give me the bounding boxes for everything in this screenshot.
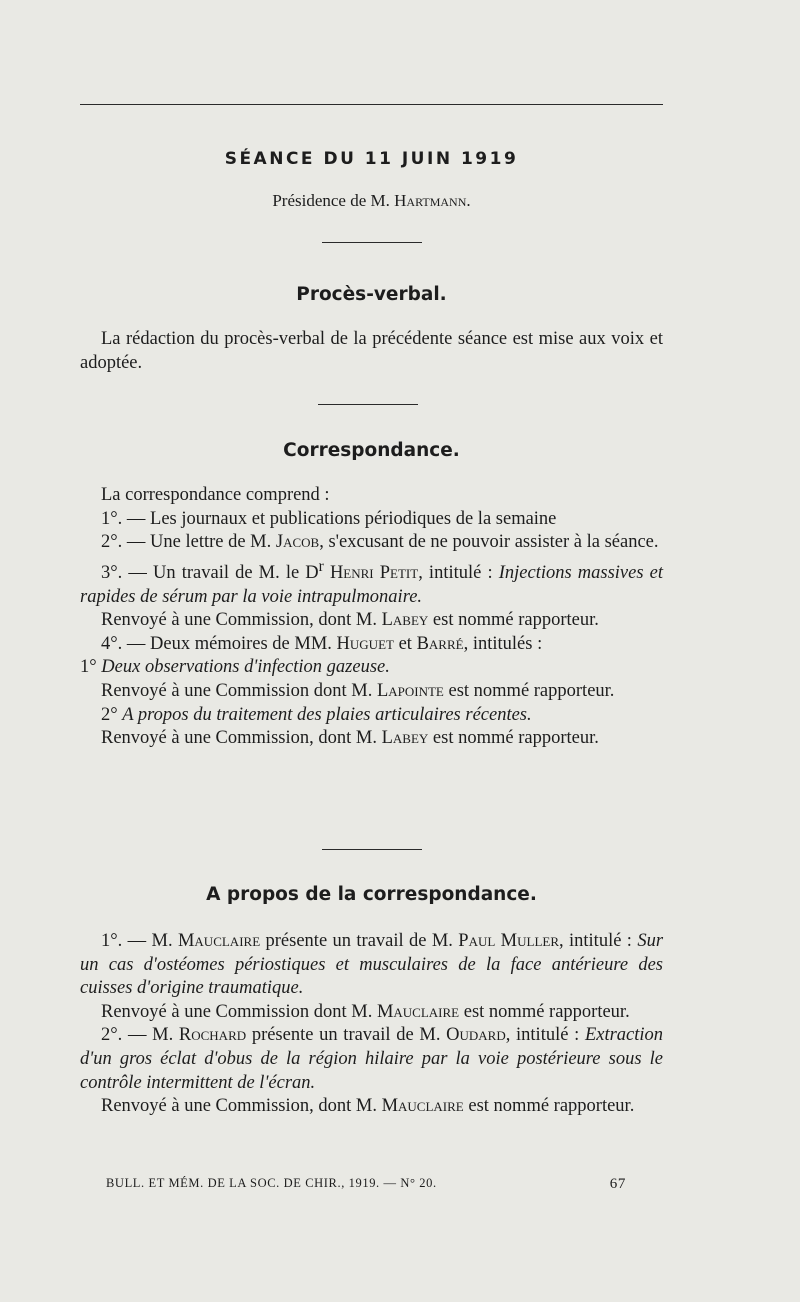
item-text: est nommé rapporteur. bbox=[448, 680, 615, 701]
person-name: Henri Petit bbox=[329, 562, 419, 583]
item-text: 4°. — Deux mémoires de MM. bbox=[101, 633, 332, 654]
item-text: est nommé rapporteur. bbox=[468, 1096, 635, 1117]
proces-verbal-text: La rédaction du procès-verbal de la précédente séance est mise aux voix et adoptée. bbox=[80, 329, 663, 373]
work-title: Injections massives et rapides de sérum par la voie intrapulmonaire. bbox=[80, 562, 664, 607]
correspondance-item-4-sub-1 bbox=[80, 656, 663, 680]
a-propos-item-2 bbox=[80, 1024, 663, 1095]
item-text: présente un travail de M. bbox=[251, 1025, 441, 1046]
person-name: Huguet bbox=[336, 633, 394, 654]
item-text: , intitulé : bbox=[418, 562, 493, 583]
person-name: Paul Muller bbox=[458, 931, 560, 951]
correspondance-item-4 bbox=[80, 633, 663, 657]
person-name: Labey bbox=[381, 610, 429, 631]
item-text: 3°. — Un travail de M. le D bbox=[101, 562, 319, 583]
item-number: 1° bbox=[80, 657, 97, 678]
correspondance-item-4-sub-2 bbox=[80, 704, 663, 728]
item-text: 2°. — M. bbox=[101, 1025, 174, 1046]
item-text: Renvoyé à une Commission dont M. bbox=[101, 1001, 373, 1022]
a-propos-title: A propos de la correspondance. bbox=[206, 884, 537, 905]
work-title: Extraction d'un gros éclat d'obus de la région hilaire par la voie postérieure sous le contrôle intermittent de l'écran. bbox=[80, 1025, 664, 1093]
page-footer bbox=[106, 1176, 626, 1191]
a-propos-item-2-renvoi bbox=[80, 1095, 663, 1119]
a-propos-block bbox=[80, 930, 663, 1119]
item-text: est nommé rapporteur. bbox=[432, 610, 599, 631]
a-propos-item-1-renvoi bbox=[80, 1001, 663, 1025]
a-propos-item-1 bbox=[80, 930, 663, 1001]
superscript: r bbox=[318, 557, 324, 575]
seance-heading: SÉANCE DU 11 JUIN 1919 bbox=[224, 149, 519, 169]
person-name: Mauclaire bbox=[177, 931, 261, 951]
work-title: Sur un cas d'ostéomes périostiques et musculaires de la face antérieure des cuisses d'origine traumatique. bbox=[80, 931, 664, 999]
correspondance-item-3-renvoi bbox=[80, 609, 663, 633]
item-text: 1°. — M. bbox=[101, 931, 173, 951]
president-name: Hartmann bbox=[394, 191, 467, 210]
correspondance-intro: La correspondance comprend : bbox=[101, 485, 330, 505]
item-text: Renvoyé à une Commission, dont M. bbox=[101, 728, 377, 749]
correspondance-item-4-sub-2-renvoi bbox=[80, 727, 663, 751]
item-text: Renvoyé à une Commission, dont M. bbox=[101, 610, 377, 631]
presidence-prefix: Présidence de M. bbox=[272, 191, 390, 210]
item-text: et bbox=[398, 633, 412, 654]
person-name: Mauclaire bbox=[381, 1096, 464, 1117]
section-divider bbox=[322, 242, 422, 243]
item-number: 2° bbox=[101, 704, 118, 725]
section-divider bbox=[318, 404, 418, 405]
proces-verbal-title: Procès-verbal. bbox=[296, 284, 447, 305]
correspondance-item-2 bbox=[80, 531, 663, 555]
work-title: A propos du traitement des plaies articulaires récentes. bbox=[122, 704, 532, 725]
correspondance-block bbox=[80, 484, 663, 751]
item-text: , intitulés : bbox=[463, 633, 543, 654]
proces-verbal-block bbox=[80, 328, 663, 375]
item-text: présente un travail de M. bbox=[265, 931, 453, 951]
person-name: Mauclaire bbox=[376, 1001, 460, 1022]
item-text: , s'excusant de ne pouvoir assister à la séance. bbox=[319, 532, 659, 553]
person-name: Oudard bbox=[446, 1025, 506, 1046]
page-number: 67 bbox=[609, 1176, 626, 1192]
item-text: , intitulé : bbox=[559, 931, 632, 951]
item-text: Renvoyé à une Commission dont M. bbox=[101, 680, 373, 701]
item-text: Renvoyé à une Commission, dont M. bbox=[101, 1096, 377, 1117]
presidence-line bbox=[80, 191, 663, 211]
item-text: 2°. — Une lettre de M. bbox=[101, 532, 272, 553]
presidence-suffix: . bbox=[466, 191, 471, 210]
item-text: , intitulé : bbox=[505, 1025, 580, 1046]
top-rule bbox=[80, 104, 663, 105]
item-text: est nommé rapporteur. bbox=[463, 1001, 630, 1022]
correspondance-item-3 bbox=[80, 555, 663, 609]
work-title: Deux observations d'infection gazeuse. bbox=[101, 657, 390, 678]
person-name: Jacob bbox=[275, 532, 320, 553]
item-text: est nommé rapporteur. bbox=[432, 728, 599, 749]
footer-citation: BULL. ET MÉM. DE LA SOC. DE CHIR., 1919. — N° 20. bbox=[106, 1176, 437, 1190]
correspondance-item-1: 1°. — Les journaux et publications périodiques de la semaine bbox=[101, 508, 557, 529]
section-divider bbox=[322, 849, 422, 850]
person-name: Rochard bbox=[178, 1025, 247, 1046]
person-name: Lapointe bbox=[376, 680, 444, 701]
person-name: Labey bbox=[381, 728, 429, 749]
correspondance-title: Correspondance. bbox=[283, 440, 460, 461]
person-name: Barré bbox=[416, 633, 464, 654]
correspondance-item-4-sub-1-renvoi bbox=[80, 680, 663, 704]
